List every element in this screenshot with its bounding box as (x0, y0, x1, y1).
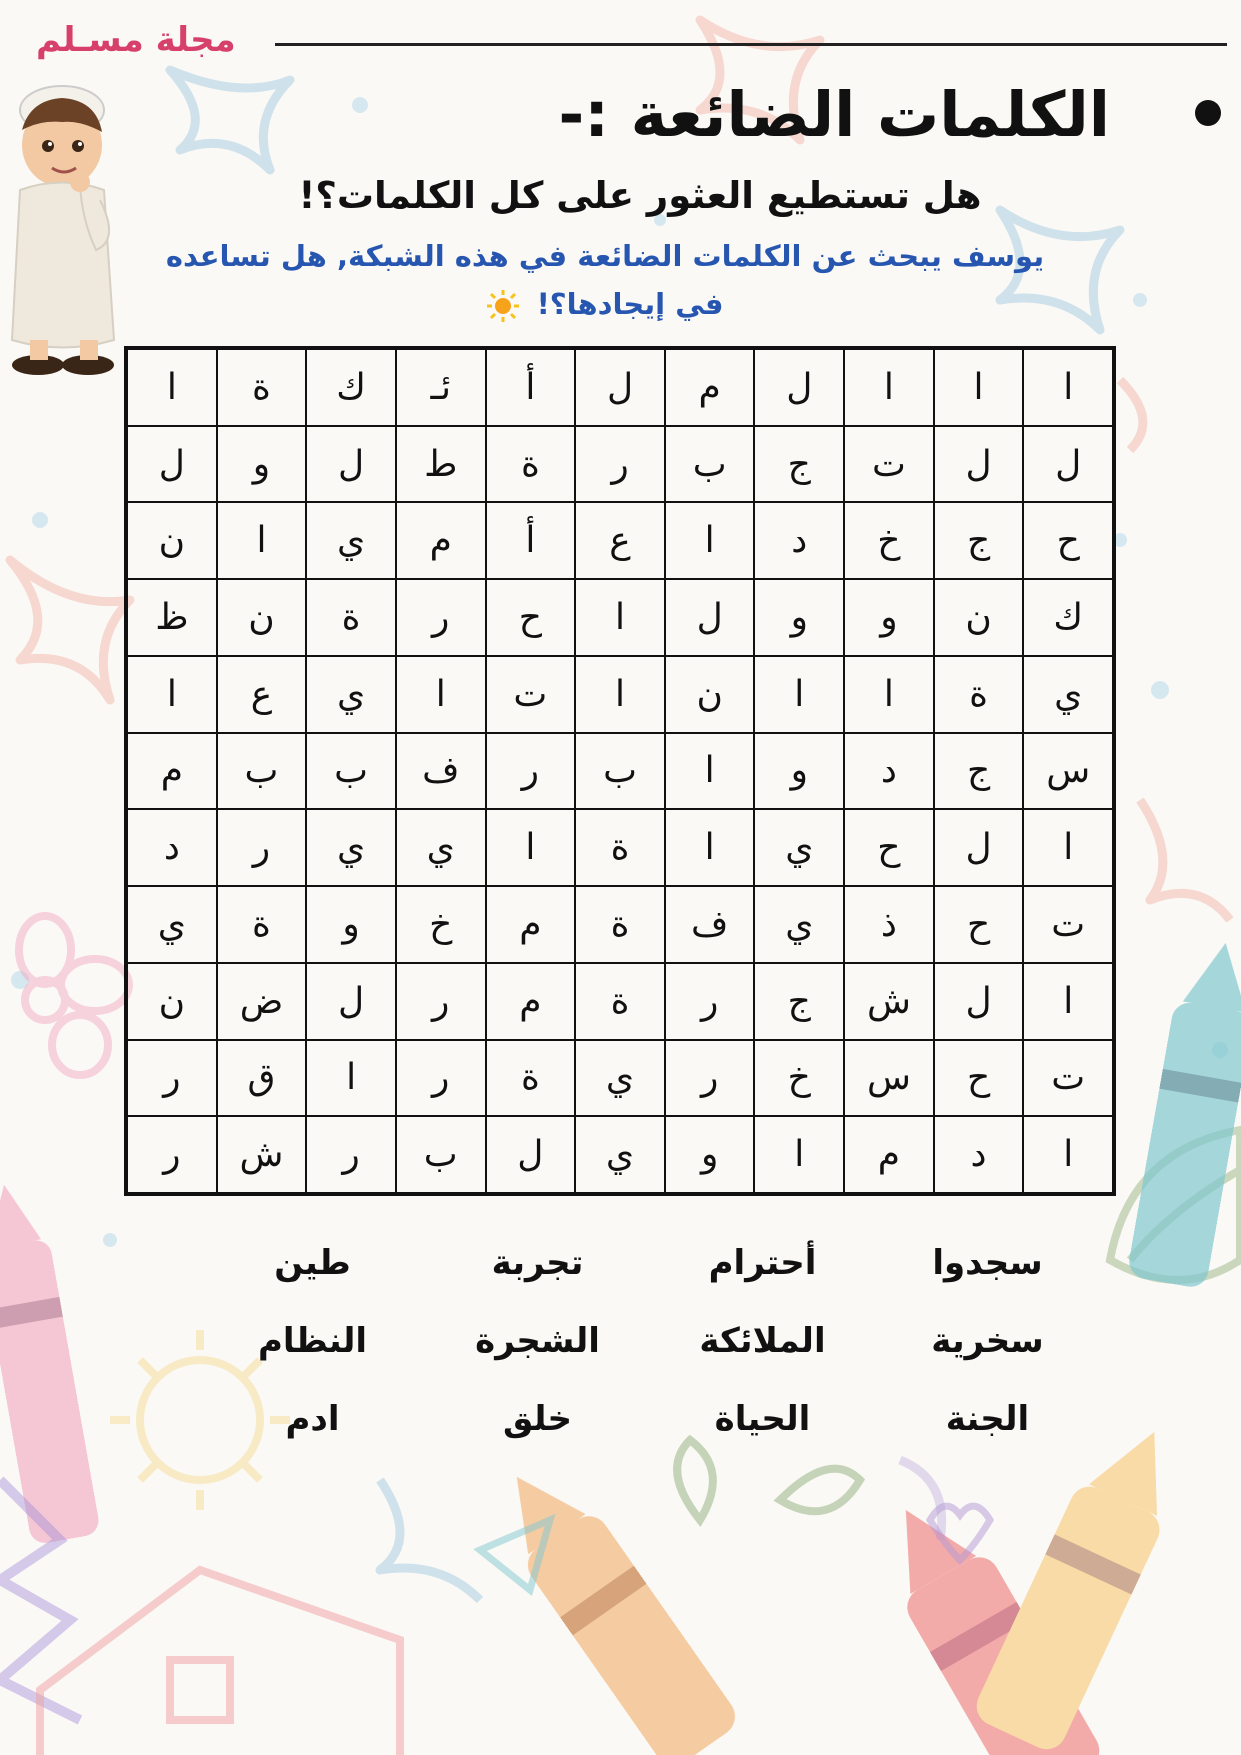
grid-cell[interactable]: ظ (127, 579, 217, 656)
grid-cell[interactable]: ا (1023, 1116, 1113, 1193)
grid-cell[interactable]: ج (934, 733, 1024, 810)
title-bullet (1195, 100, 1221, 126)
grid-cell[interactable]: ك (1023, 579, 1113, 656)
grid-cell[interactable]: ا (217, 502, 307, 579)
word-list-item: النظام (257, 1321, 368, 1361)
grid-cell[interactable]: ا (396, 656, 486, 733)
grid-cell[interactable]: د (127, 809, 217, 886)
grid-cell[interactable]: ا (306, 1040, 396, 1117)
grid-cell[interactable]: ش (217, 1116, 307, 1193)
grid-cell[interactable]: ح (934, 886, 1024, 963)
grid-cell[interactable]: ب (575, 733, 665, 810)
grid-cell[interactable]: ة (486, 426, 576, 503)
word-list-item: الحياة (714, 1399, 811, 1439)
grid-cell[interactable]: ل (1023, 426, 1113, 503)
grid-cell[interactable]: ا (844, 656, 934, 733)
grid-cell[interactable]: أ (486, 502, 576, 579)
grid-cell[interactable]: ض (217, 963, 307, 1040)
grid-cell[interactable]: ع (217, 656, 307, 733)
page-subtitle: هل تستطيع العثور على كل الكلمات؟! (298, 174, 982, 217)
grid-cell[interactable]: ر (306, 1116, 396, 1193)
word-search-grid (124, 346, 1116, 1196)
grid-cell[interactable]: ة (934, 656, 1024, 733)
instructions-text (150, 232, 1060, 332)
grid-cell[interactable]: ح (844, 809, 934, 886)
grid-cell[interactable]: ا (575, 579, 665, 656)
grid-cell[interactable]: ي (575, 1040, 665, 1117)
grid-cell[interactable]: ت (844, 426, 934, 503)
grid-cell[interactable]: ر (665, 963, 755, 1040)
grid-cell[interactable]: ر (396, 579, 486, 656)
grid-cell[interactable]: ت (1023, 1040, 1113, 1117)
grid-cell[interactable]: ا (665, 502, 755, 579)
grid-cell[interactable]: د (934, 1116, 1024, 1193)
grid-cell[interactable]: ب (306, 733, 396, 810)
word-list-item: تجربة (491, 1243, 584, 1283)
grid-cell[interactable]: ت (486, 656, 576, 733)
word-list-item: أحترام (708, 1243, 817, 1283)
grid-cell[interactable]: ا (1023, 963, 1113, 1040)
grid-cell[interactable]: ع (575, 502, 665, 579)
grid-cell[interactable]: ر (665, 1040, 755, 1117)
grid-cell[interactable]: ئـ (396, 349, 486, 426)
word-list (200, 1224, 1100, 1464)
grid-cell[interactable]: ر (396, 963, 486, 1040)
word-list-item: الملائكة (699, 1321, 826, 1361)
grid-cell[interactable]: ب (217, 733, 307, 810)
grid-cell[interactable]: ر (127, 1116, 217, 1193)
grid-cell[interactable]: و (665, 1116, 755, 1193)
grid-cell[interactable]: خ (396, 886, 486, 963)
grid-cell[interactable]: م (665, 349, 755, 426)
grid-cell[interactable]: د (844, 733, 934, 810)
grid-cell[interactable]: ج (754, 426, 844, 503)
grid-cell[interactable]: ة (575, 809, 665, 886)
grid-cell[interactable]: ة (486, 1040, 576, 1117)
grid-cell[interactable]: ي (396, 809, 486, 886)
grid-cell[interactable]: و (306, 886, 396, 963)
grid-cell[interactable]: ة (575, 963, 665, 1040)
grid-cell[interactable]: د (754, 502, 844, 579)
grid-cell[interactable]: و (217, 426, 307, 503)
grid-cell[interactable]: ق (217, 1040, 307, 1117)
grid-cell[interactable]: م (486, 886, 576, 963)
grid-cell[interactable]: ا (1023, 809, 1113, 886)
grid-cell[interactable]: ن (127, 963, 217, 1040)
grid-cell[interactable]: س (1023, 733, 1113, 810)
grid-cell[interactable]: م (486, 963, 576, 1040)
grid-cell[interactable]: ل (306, 426, 396, 503)
grid-cell[interactable]: ط (396, 426, 486, 503)
grid-cell[interactable]: ن (665, 656, 755, 733)
grid-cell[interactable]: ي (1023, 656, 1113, 733)
grid-cell[interactable]: ت (1023, 886, 1113, 963)
grid-cell[interactable]: ر (127, 1040, 217, 1117)
grid-cell[interactable]: و (754, 579, 844, 656)
grid-cell[interactable]: ل (575, 349, 665, 426)
page-title: الكلمات الضائعة :- (558, 78, 1110, 151)
grid-cell[interactable]: ا (127, 349, 217, 426)
grid-cell[interactable]: ذ (844, 886, 934, 963)
grid-cell[interactable]: ف (396, 733, 486, 810)
grid-cell[interactable]: ي (575, 1116, 665, 1193)
sun-icon (486, 289, 520, 323)
grid-cell[interactable]: ج (754, 963, 844, 1040)
grid-cell[interactable]: خ (844, 502, 934, 579)
word-list-item: طين (274, 1243, 351, 1283)
grid-cell[interactable]: ج (934, 502, 1024, 579)
grid-cell[interactable]: م (844, 1116, 934, 1193)
grid-cell[interactable]: ا (934, 349, 1024, 426)
grid-cell[interactable]: ل (127, 426, 217, 503)
grid-cell[interactable]: ن (127, 502, 217, 579)
grid-cell[interactable]: ة (575, 886, 665, 963)
grid-cell[interactable]: ة (217, 349, 307, 426)
grid-cell[interactable]: ر (217, 809, 307, 886)
grid-cell[interactable]: ن (217, 579, 307, 656)
grid-cell[interactable]: ي (754, 809, 844, 886)
grid-cell[interactable]: ح (1023, 502, 1113, 579)
grid-cell[interactable]: م (396, 502, 486, 579)
grid-cell[interactable]: س (844, 1040, 934, 1117)
grid-cell[interactable]: ر (486, 733, 576, 810)
grid-cell[interactable]: ي (306, 809, 396, 886)
grid-cell[interactable]: ا (1023, 349, 1113, 426)
word-list-item: ادم (285, 1399, 340, 1439)
grid-cell[interactable]: ح (934, 1040, 1024, 1117)
grid-cell[interactable]: ب (665, 426, 755, 503)
grid-cell[interactable]: ل (665, 579, 755, 656)
grid-cell[interactable]: ي (127, 886, 217, 963)
grid-cell[interactable]: ة (306, 579, 396, 656)
header-rule (275, 43, 1227, 46)
grid-cell[interactable]: ا (665, 809, 755, 886)
grid-cell[interactable]: ا (844, 349, 934, 426)
grid-cell[interactable]: ا (127, 656, 217, 733)
grid-cell[interactable]: أ (486, 349, 576, 426)
grid-cell[interactable]: ة (217, 886, 307, 963)
grid-cell[interactable]: ي (306, 656, 396, 733)
grid-cell[interactable]: ك (306, 349, 396, 426)
grid-cell[interactable]: ف (665, 886, 755, 963)
grid-cell[interactable]: خ (754, 1040, 844, 1117)
word-list-item: سجدوا (932, 1243, 1043, 1283)
grid-cell[interactable]: ا (754, 656, 844, 733)
grid-cell[interactable]: ل (934, 963, 1024, 1040)
grid-cell[interactable]: ي (306, 502, 396, 579)
word-list-item: الجنة (945, 1399, 1030, 1439)
grid-cell[interactable]: ر (396, 1040, 486, 1117)
grid-cell[interactable]: ل (934, 809, 1024, 886)
grid-cell[interactable]: ن (934, 579, 1024, 656)
instructions-label: يوسف يبحث عن الكلمات الضائعة في هذه الشبكة, هل تساعده في إيجادها؟! (165, 239, 1045, 321)
grid-cell[interactable]: ا (754, 1116, 844, 1193)
grid-cell[interactable]: ل (754, 349, 844, 426)
grid-cell[interactable]: و (754, 733, 844, 810)
grid-cell[interactable]: ل (306, 963, 396, 1040)
grid-cell[interactable]: ا (486, 809, 576, 886)
word-list-item: خلق (502, 1399, 573, 1439)
grid-cell[interactable]: ا (575, 656, 665, 733)
grid-cell[interactable]: ا (665, 733, 755, 810)
grid-cell[interactable]: ر (575, 426, 665, 503)
grid-cell[interactable]: ل (486, 1116, 576, 1193)
grid-cell[interactable]: ش (844, 963, 934, 1040)
grid-cell[interactable]: ح (486, 579, 576, 656)
word-list-item: سخرية (931, 1321, 1044, 1361)
magazine-brand: مجلة مسـلم (36, 20, 236, 60)
boy-character-illustration (0, 50, 130, 380)
grid-cell[interactable]: ي (754, 886, 844, 963)
grid-cell[interactable]: م (127, 733, 217, 810)
grid-cell[interactable]: ب (396, 1116, 486, 1193)
word-list-item: الشجرة (475, 1321, 600, 1361)
grid-cell[interactable]: ل (934, 426, 1024, 503)
grid-cell[interactable]: و (844, 579, 934, 656)
